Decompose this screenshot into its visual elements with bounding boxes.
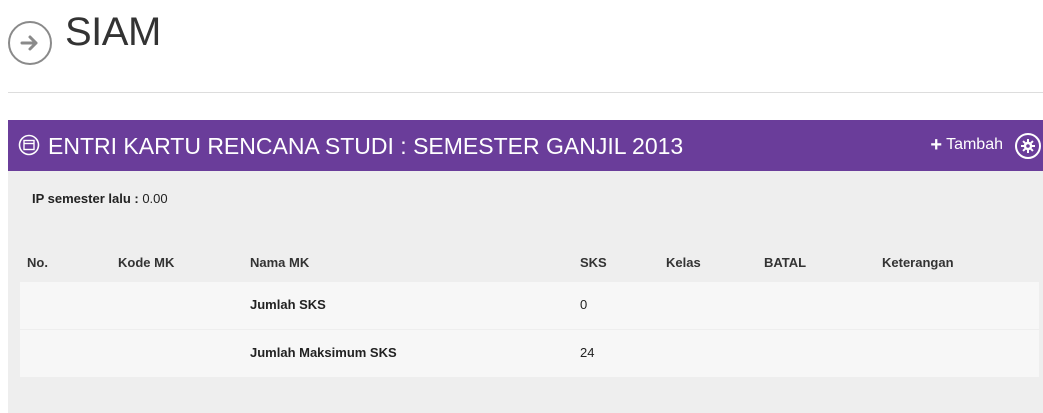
- row-label: Jumlah SKS: [250, 297, 326, 312]
- column-header-kelas: Kelas: [666, 255, 701, 270]
- panel-header: [8, 120, 1043, 171]
- row-label: Jumlah Maksimum SKS: [250, 345, 397, 360]
- panel-table-icon: [18, 134, 40, 156]
- plus-icon: +: [930, 134, 943, 156]
- table-row-total-sks: [20, 282, 1039, 329]
- column-header-nama-mk: Nama MK: [250, 255, 310, 270]
- header-divider: [8, 92, 1043, 93]
- row-sks-value: 0: [580, 297, 588, 312]
- column-header-keterangan: Keterangan: [882, 255, 954, 270]
- column-header-kode-mk: Kode MK: [118, 255, 175, 270]
- row-sks-value: 24: [580, 345, 595, 360]
- column-header-no: No.: [27, 255, 48, 270]
- panel-title: ENTRI KARTU RENCANA STUDI : SEMESTER GANJIL 2013: [48, 133, 684, 159]
- gear-icon[interactable]: [1015, 133, 1041, 159]
- previous-semester-ip: [32, 191, 168, 206]
- add-button-label: Tambah: [946, 136, 1003, 153]
- column-header-batal: BATAL: [764, 255, 807, 270]
- page-header: [0, 0, 1043, 92]
- app-title: SIAM: [65, 10, 161, 54]
- krs-panel: [8, 120, 1043, 413]
- column-header-sks: SKS: [580, 255, 607, 270]
- ip-label: IP semester lalu: [32, 191, 131, 206]
- ip-colon: :: [130, 191, 143, 206]
- ip-value: 0.00: [142, 191, 168, 206]
- table-row-max-sks: [20, 330, 1039, 377]
- add-button[interactable]: [930, 133, 1003, 157]
- arrow-right-circle-icon[interactable]: [8, 21, 52, 65]
